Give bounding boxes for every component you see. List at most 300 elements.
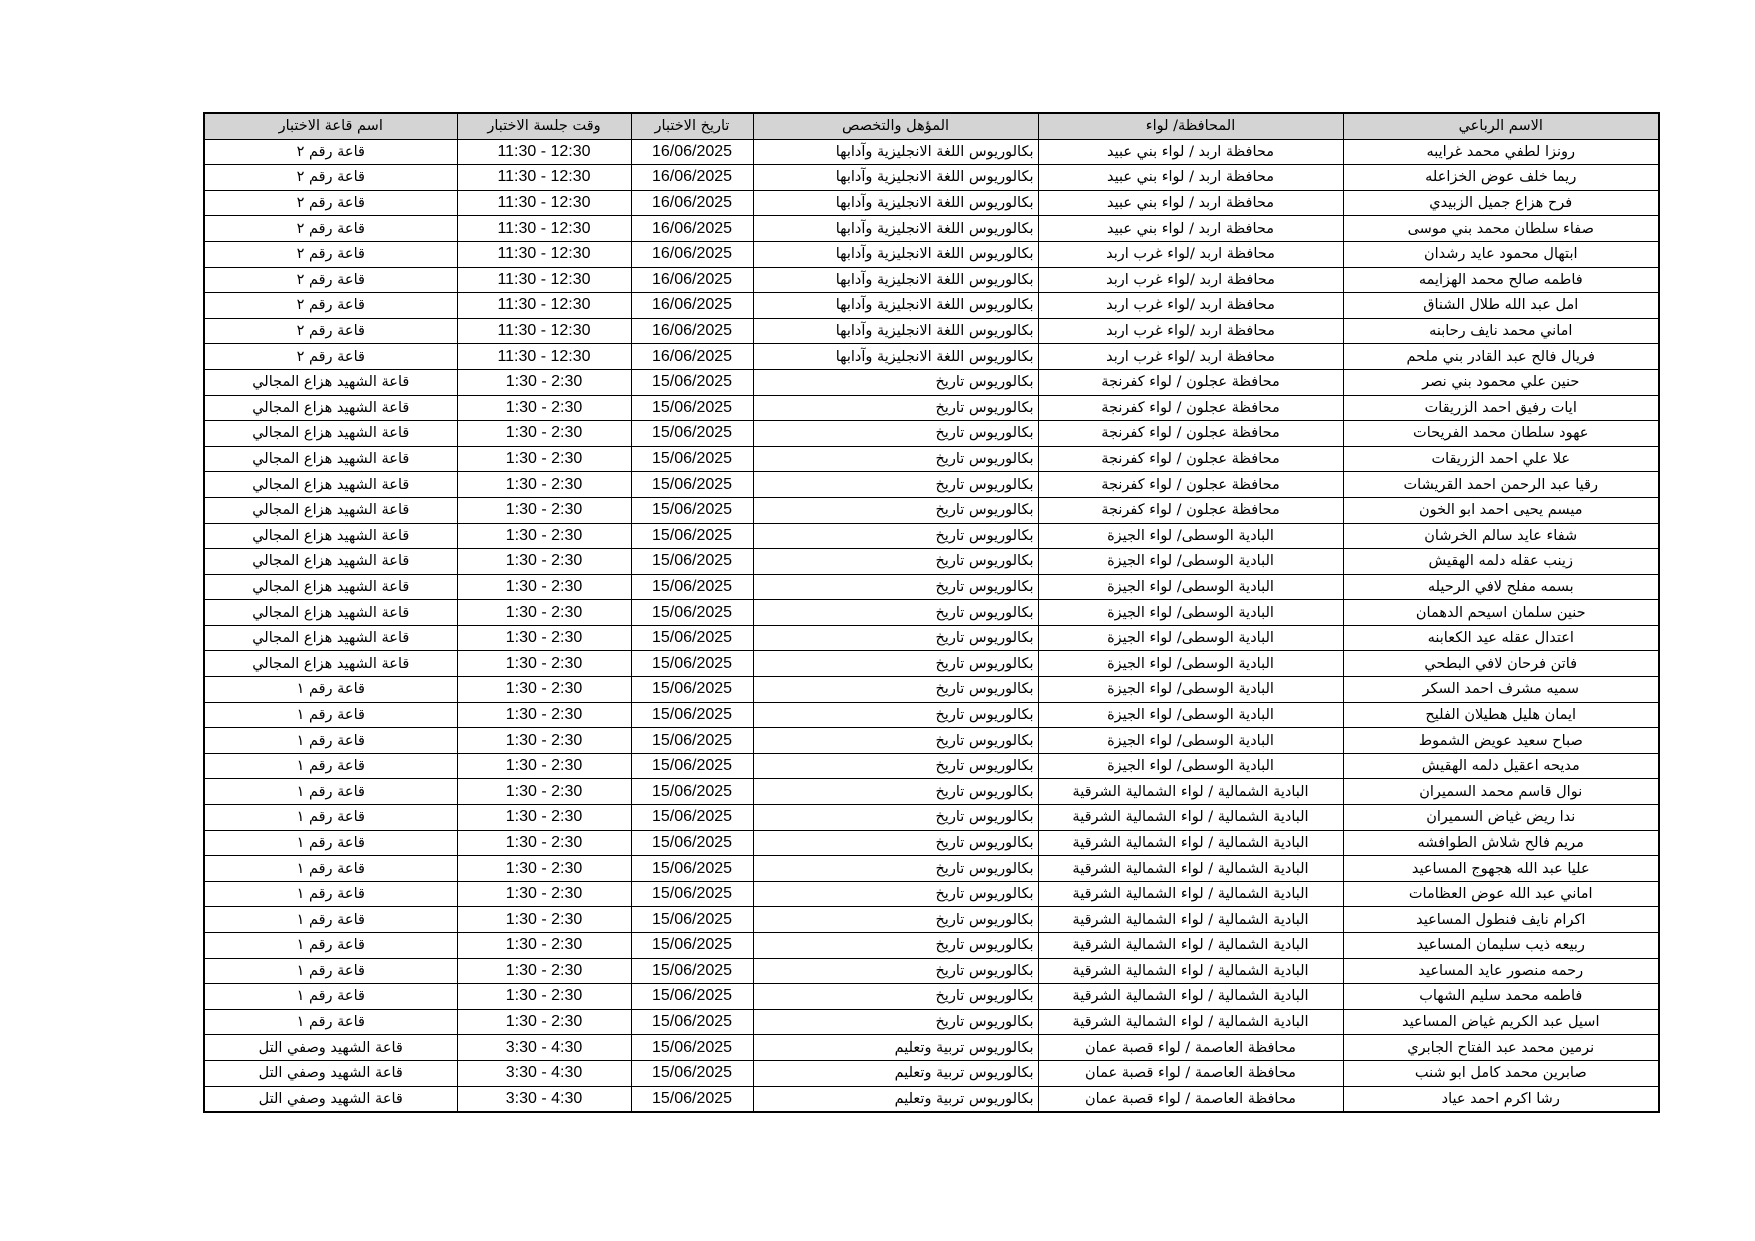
cell-exam-hall: قاعة رقم ١ [204,856,457,882]
cell-exam-time [457,1035,631,1061]
cell-exam-hall: قاعة رقم ٢ [204,293,457,319]
cell-full-name: فاطمه محمد سليم الشهاب [1343,984,1659,1010]
cell-full-name: فاطمه صالح محمد الهزايمه [1343,267,1659,293]
cell-governorate: محافظة اربد /لواء غرب اربد [1038,318,1343,344]
cell-full-name: زينب عقله دلمه الهقيش [1343,549,1659,575]
cell-governorate: البادية الشمالية / لواء الشمالية الشرقية [1038,907,1343,933]
cell-full-name: ايمان هليل هطيلان الفليح [1343,702,1659,728]
cell-governorate: محافظة اربد / لواء بني عبيد [1038,216,1343,242]
cell-qualification: بكالوريوس اللغة الانجليزية وآدابها [753,165,1038,191]
cell-exam-time [457,139,631,165]
cell-qualification: بكالوريوس تاريخ [753,523,1038,549]
cell-exam-date: 15/06/2025 [631,497,753,523]
cell-exam-hall: قاعة رقم ٢ [204,267,457,293]
cell-exam-time [457,369,631,395]
cell-exam-hall: قاعة رقم ١ [204,779,457,805]
cell-qualification: بكالوريوس تاريخ [753,830,1038,856]
cell-exam-hall: قاعة رقم ٢ [204,241,457,267]
cell-full-name: ميسم يحيى احمد ابو الخون [1343,497,1659,523]
cell-governorate: محافظة اربد / لواء بني عبيد [1038,165,1343,191]
table-row [204,984,1659,1010]
exam-time-text: 1:30 - 2:30 [505,680,583,698]
cell-exam-date: 15/06/2025 [631,1086,753,1112]
exam-time-text: 3:30 - 4:30 [505,1064,583,1082]
cell-governorate: البادية الوسطى/ لواء الجيزة [1038,677,1343,703]
table-row [204,625,1659,651]
exam-time-text: 11:30 - 12:30 [497,194,591,212]
table-row [204,165,1659,191]
cell-qualification: بكالوريوس اللغة الانجليزية وآدابها [753,216,1038,242]
cell-qualification: بكالوريوس تاريخ [753,958,1038,984]
exam-time-text: 1:30 - 2:30 [505,885,583,903]
table-row [204,1086,1659,1112]
cell-exam-hall: قاعة الشهيد هزاع المجالي [204,421,457,447]
cell-governorate: محافظة عجلون / لواء كفرنجة [1038,497,1343,523]
cell-qualification: بكالوريوس اللغة الانجليزية وآدابها [753,318,1038,344]
cell-exam-date: 16/06/2025 [631,344,753,370]
cell-exam-time [457,600,631,626]
exam-time-text: 3:30 - 4:30 [505,1089,583,1107]
cell-governorate: البادية الوسطى/ لواء الجيزة [1038,651,1343,677]
cell-full-name: حنين علي محمود بني نصر [1343,369,1659,395]
cell-qualification: بكالوريوس تاريخ [753,728,1038,754]
table-row [204,779,1659,805]
cell-qualification: بكالوريوس تاريخ [753,984,1038,1010]
column-header-qualification: المؤهل والتخصص [753,113,1038,139]
cell-qualification: بكالوريوس اللغة الانجليزية وآدابها [753,293,1038,319]
cell-full-name: رونزا لطفي محمد غرايبه [1343,139,1659,165]
cell-governorate: محافظة اربد /لواء غرب اربد [1038,293,1343,319]
table-row [204,830,1659,856]
exam-time-text: 11:30 - 12:30 [497,270,591,288]
table-row [204,753,1659,779]
table-row [204,241,1659,267]
cell-full-name: اكرام نايف فنطول المساعيد [1343,907,1659,933]
cell-exam-time [457,523,631,549]
cell-qualification: بكالوريوس تاريخ [753,472,1038,498]
cell-exam-date: 15/06/2025 [631,369,753,395]
cell-full-name: فاتن فرحان لافي البطحي [1343,651,1659,677]
cell-exam-time [457,1009,631,1035]
exam-time-text: 1:30 - 2:30 [505,936,583,954]
exam-time-text: 1:30 - 2:30 [505,603,583,621]
exam-time-text: 1:30 - 2:30 [505,654,583,672]
cell-full-name: رشا اكرم احمد عياد [1343,1086,1659,1112]
table-row [204,805,1659,831]
cell-qualification: بكالوريوس تاريخ [753,753,1038,779]
exam-time-text: 1:30 - 2:30 [505,552,583,570]
cell-exam-date: 15/06/2025 [631,1035,753,1061]
cell-governorate: محافظة اربد / لواء بني عبيد [1038,139,1343,165]
table-row [204,344,1659,370]
cell-exam-date: 15/06/2025 [631,728,753,754]
table-row [204,549,1659,575]
cell-full-name: اعتدال عقله عيد الكعابنه [1343,625,1659,651]
cell-exam-time [457,421,631,447]
cell-governorate: محافظة عجلون / لواء كفرنجة [1038,369,1343,395]
cell-exam-hall: قاعة رقم ٢ [204,139,457,165]
table-row [204,958,1659,984]
cell-exam-hall: قاعة الشهيد هزاع المجالي [204,625,457,651]
cell-exam-date: 16/06/2025 [631,318,753,344]
cell-exam-time [457,856,631,882]
cell-full-name: اماني محمد نايف رحابنه [1343,318,1659,344]
cell-exam-hall: قاعة الشهيد هزاع المجالي [204,369,457,395]
column-header-time: وقت جلسة الاختبار [457,113,631,139]
cell-exam-hall: قاعة رقم ١ [204,753,457,779]
cell-exam-time [457,1086,631,1112]
cell-full-name: اماني عبد الله عوض العظامات [1343,881,1659,907]
cell-governorate: البادية الشمالية / لواء الشمالية الشرقية [1038,805,1343,831]
exam-time-text: 1:30 - 2:30 [505,501,583,519]
cell-qualification: بكالوريوس تاريخ [753,421,1038,447]
cell-exam-hall: قاعة الشهيد هزاع المجالي [204,446,457,472]
exam-time-text: 1:30 - 2:30 [505,705,583,723]
table-row [204,1035,1659,1061]
cell-exam-hall: قاعة الشهيد هزاع المجالي [204,523,457,549]
table-row [204,574,1659,600]
table-row [204,1009,1659,1035]
cell-exam-date: 15/06/2025 [631,651,753,677]
cell-exam-hall: قاعة الشهيد هزاع المجالي [204,549,457,575]
cell-exam-date: 16/06/2025 [631,216,753,242]
cell-full-name: ريما خلف عوض الخزاعله [1343,165,1659,191]
cell-qualification: بكالوريوس اللغة الانجليزية وآدابها [753,241,1038,267]
cell-exam-date: 15/06/2025 [631,446,753,472]
cell-exam-time [457,267,631,293]
cell-exam-time [457,651,631,677]
cell-qualification: بكالوريوس تاريخ [753,856,1038,882]
cell-qualification: بكالوريوس تاريخ [753,549,1038,575]
cell-exam-hall: قاعة الشهيد وصفي التل [204,1060,457,1086]
cell-qualification: بكالوريوس تاريخ [753,497,1038,523]
cell-exam-date: 16/06/2025 [631,267,753,293]
column-header-name: الاسم الرباعي [1343,113,1659,139]
cell-exam-date: 15/06/2025 [631,472,753,498]
cell-qualification: بكالوريوس تاريخ [753,651,1038,677]
cell-exam-date: 15/06/2025 [631,574,753,600]
exam-time-text: 1:30 - 2:30 [505,1013,583,1031]
exam-time-text: 1:30 - 2:30 [505,450,583,468]
cell-exam-hall: قاعة رقم ٢ [204,190,457,216]
cell-governorate: البادية الشمالية / لواء الشمالية الشرقية [1038,933,1343,959]
cell-governorate: البادية الوسطى/ لواء الجيزة [1038,523,1343,549]
cell-exam-hall: قاعة رقم ١ [204,933,457,959]
cell-qualification: بكالوريوس اللغة الانجليزية وآدابها [753,139,1038,165]
cell-exam-time [457,933,631,959]
cell-governorate: محافظة عجلون / لواء كفرنجة [1038,395,1343,421]
column-header-date: تاريخ الاختبار [631,113,753,139]
cell-governorate: محافظة العاصمة / لواء قصبة عمان [1038,1035,1343,1061]
cell-exam-date: 15/06/2025 [631,779,753,805]
cell-exam-date: 15/06/2025 [631,625,753,651]
exam-time-text: 1:30 - 2:30 [505,526,583,544]
cell-full-name: رحمه منصور عايد المساعيد [1343,958,1659,984]
cell-exam-hall: قاعة الشهيد هزاع المجالي [204,472,457,498]
cell-exam-date: 15/06/2025 [631,702,753,728]
cell-full-name: عليا عبد الله هجهوج المساعيد [1343,856,1659,882]
exam-time-text: 3:30 - 4:30 [505,1038,583,1056]
cell-governorate: البادية الشمالية / لواء الشمالية الشرقية [1038,984,1343,1010]
exam-time-text: 11:30 - 12:30 [497,347,591,365]
cell-qualification: بكالوريوس اللغة الانجليزية وآدابها [753,267,1038,293]
cell-exam-date: 15/06/2025 [631,753,753,779]
exam-time-text: 1:30 - 2:30 [505,424,583,442]
column-header-hall: اسم قاعة الاختبار [204,113,457,139]
exam-schedule-table [203,112,1660,1113]
cell-exam-date: 16/06/2025 [631,165,753,191]
table-body [204,139,1659,1112]
cell-exam-time [457,318,631,344]
cell-governorate: محافظة اربد / لواء بني عبيد [1038,190,1343,216]
cell-exam-hall: قاعة الشهيد هزاع المجالي [204,497,457,523]
cell-qualification: بكالوريوس تاريخ [753,625,1038,651]
cell-exam-hall: قاعة رقم ٢ [204,318,457,344]
cell-exam-hall: قاعة رقم ١ [204,907,457,933]
exam-time-text: 1:30 - 2:30 [505,859,583,877]
cell-exam-date: 15/06/2025 [631,600,753,626]
cell-qualification: بكالوريوس تاريخ [753,677,1038,703]
cell-exam-time [457,190,631,216]
table-row [204,702,1659,728]
cell-qualification: بكالوريوس تاريخ [753,907,1038,933]
cell-exam-time [457,702,631,728]
cell-exam-hall: قاعة رقم ١ [204,958,457,984]
cell-exam-date: 16/06/2025 [631,293,753,319]
cell-exam-date: 15/06/2025 [631,958,753,984]
cell-full-name: ابتهال محمود عايد رشدان [1343,241,1659,267]
cell-governorate: البادية الشمالية / لواء الشمالية الشرقية [1038,881,1343,907]
cell-exam-date: 15/06/2025 [631,549,753,575]
exam-time-text: 1:30 - 2:30 [505,757,583,775]
table-row [204,369,1659,395]
table-row [204,139,1659,165]
cell-exam-date: 15/06/2025 [631,1009,753,1035]
cell-full-name: فرح هزاع جميل الزبيدي [1343,190,1659,216]
cell-exam-hall: قاعة رقم ٢ [204,165,457,191]
cell-governorate: البادية الشمالية / لواء الشمالية الشرقية [1038,856,1343,882]
cell-qualification: بكالوريوس تاريخ [753,805,1038,831]
cell-exam-time [457,677,631,703]
cell-exam-date: 15/06/2025 [631,421,753,447]
cell-full-name: علا علي احمد الزريقات [1343,446,1659,472]
exam-time-text: 1:30 - 2:30 [505,731,583,749]
cell-qualification: بكالوريوس تاريخ [753,881,1038,907]
exam-time-text: 1:30 - 2:30 [505,910,583,928]
exam-time-text: 11:30 - 12:30 [497,168,591,186]
cell-full-name: مديحه اعقيل دلمه الهقيش [1343,753,1659,779]
cell-governorate: البادية الشمالية / لواء الشمالية الشرقية [1038,830,1343,856]
cell-exam-date: 15/06/2025 [631,1060,753,1086]
cell-exam-hall: قاعة رقم ٢ [204,216,457,242]
cell-exam-time [457,881,631,907]
cell-qualification: بكالوريوس تاريخ [753,446,1038,472]
cell-full-name: ربيعه ذيب سليمان المساعيد [1343,933,1659,959]
cell-exam-time [457,216,631,242]
cell-full-name: نوال قاسم محمد السميران [1343,779,1659,805]
cell-governorate: البادية الوسطى/ لواء الجيزة [1038,702,1343,728]
cell-exam-time [457,395,631,421]
cell-qualification: بكالوريوس اللغة الانجليزية وآدابها [753,344,1038,370]
cell-exam-time [457,165,631,191]
table-row [204,293,1659,319]
cell-governorate: محافظة اربد /لواء غرب اربد [1038,241,1343,267]
exam-time-text: 1:30 - 2:30 [505,833,583,851]
cell-qualification: بكالوريوس تاريخ [753,600,1038,626]
table-row [204,907,1659,933]
table-row [204,395,1659,421]
exam-time-text: 11:30 - 12:30 [497,142,591,160]
cell-governorate: محافظة العاصمة / لواء قصبة عمان [1038,1060,1343,1086]
cell-governorate: البادية الشمالية / لواء الشمالية الشرقية [1038,958,1343,984]
cell-governorate: محافظة عجلون / لواء كفرنجة [1038,421,1343,447]
cell-qualification: بكالوريوس تربية وتعليم [753,1060,1038,1086]
cell-exam-hall: قاعة الشهيد وصفي التل [204,1035,457,1061]
cell-governorate: البادية الشمالية / لواء الشمالية الشرقية [1038,1009,1343,1035]
exam-time-text: 1:30 - 2:30 [505,808,583,826]
table-row [204,472,1659,498]
cell-full-name: حنين سلمان اسيحم الدهمان [1343,600,1659,626]
cell-exam-time [457,907,631,933]
cell-full-name: امل عبد الله طلال الشناق [1343,293,1659,319]
cell-governorate: البادية الشمالية / لواء الشمالية الشرقية [1038,779,1343,805]
table-row [204,881,1659,907]
cell-exam-time [457,497,631,523]
column-header-governorate: المحافظة/ لواء [1038,113,1343,139]
cell-exam-time [457,293,631,319]
cell-exam-date: 15/06/2025 [631,881,753,907]
cell-exam-date: 15/06/2025 [631,677,753,703]
cell-full-name: رقيا عبد الرحمن احمد القريشات [1343,472,1659,498]
table-row [204,190,1659,216]
cell-full-name: صباح سعيد عويض الشموط [1343,728,1659,754]
cell-exam-hall: قاعة رقم ١ [204,984,457,1010]
cell-qualification: بكالوريوس تاريخ [753,933,1038,959]
cell-full-name: عهود سلطان محمد الفريحات [1343,421,1659,447]
cell-exam-date: 15/06/2025 [631,984,753,1010]
cell-exam-hall: قاعة رقم ١ [204,677,457,703]
cell-exam-hall: قاعة رقم ١ [204,1009,457,1035]
cell-exam-hall: قاعة رقم ١ [204,881,457,907]
cell-exam-time [457,472,631,498]
cell-governorate: البادية الوسطى/ لواء الجيزة [1038,600,1343,626]
exam-time-text: 11:30 - 12:30 [497,245,591,263]
cell-exam-hall: قاعة الشهيد هزاع المجالي [204,651,457,677]
table-row [204,216,1659,242]
table-row [204,523,1659,549]
cell-governorate: البادية الوسطى/ لواء الجيزة [1038,549,1343,575]
exam-time-text: 1:30 - 2:30 [505,577,583,595]
cell-exam-time [457,574,631,600]
table-row [204,728,1659,754]
cell-exam-date: 16/06/2025 [631,241,753,267]
cell-exam-time [457,344,631,370]
exam-time-text: 11:30 - 12:30 [497,322,591,340]
cell-qualification: بكالوريوس تاريخ [753,702,1038,728]
cell-full-name: نرمين محمد عبد الفتاح الجابري [1343,1035,1659,1061]
cell-full-name: صابرين محمد كامل ابو شنب [1343,1060,1659,1086]
cell-exam-date: 15/06/2025 [631,856,753,882]
cell-qualification: بكالوريوس تاريخ [753,574,1038,600]
cell-qualification: بكالوريوس اللغة الانجليزية وآدابها [753,190,1038,216]
header-row [204,113,1659,139]
cell-qualification: بكالوريوس تاريخ [753,779,1038,805]
cell-exam-time [457,805,631,831]
cell-exam-date: 15/06/2025 [631,933,753,959]
cell-governorate: محافظة اربد /لواء غرب اربد [1038,267,1343,293]
table-row [204,421,1659,447]
table-row [204,1060,1659,1086]
table-row [204,600,1659,626]
cell-exam-time [457,753,631,779]
table-row [204,446,1659,472]
cell-full-name: صفاء سلطان محمد بني موسى [1343,216,1659,242]
exam-time-text: 1:30 - 2:30 [505,782,583,800]
cell-governorate: محافظة العاصمة / لواء قصبة عمان [1038,1086,1343,1112]
cell-governorate: البادية الوسطى/ لواء الجيزة [1038,728,1343,754]
table-row [204,651,1659,677]
exam-time-text: 1:30 - 2:30 [505,373,583,391]
cell-governorate: البادية الوسطى/ لواء الجيزة [1038,574,1343,600]
cell-full-name: بسمه مفلح لافي الرحيله [1343,574,1659,600]
cell-exam-time [457,446,631,472]
cell-exam-hall: قاعة الشهيد هزاع المجالي [204,600,457,626]
cell-exam-hall: قاعة الشهيد هزاع المجالي [204,395,457,421]
exam-time-text: 1:30 - 2:30 [505,961,583,979]
cell-governorate: محافظة عجلون / لواء كفرنجة [1038,446,1343,472]
table-row [204,497,1659,523]
table-header [204,113,1659,139]
cell-qualification: بكالوريوس تاريخ [753,1009,1038,1035]
cell-exam-time [457,625,631,651]
cell-exam-hall: قاعة رقم ١ [204,728,457,754]
cell-exam-date: 15/06/2025 [631,830,753,856]
cell-governorate: البادية الوسطى/ لواء الجيزة [1038,625,1343,651]
cell-exam-date: 15/06/2025 [631,907,753,933]
exam-time-text: 1:30 - 2:30 [505,475,583,493]
table-row [204,267,1659,293]
cell-exam-time [457,1060,631,1086]
cell-exam-time [457,958,631,984]
cell-exam-hall: قاعة رقم ١ [204,830,457,856]
cell-full-name: ايات رفيق احمد الزريقات [1343,395,1659,421]
cell-governorate: محافظة عجلون / لواء كفرنجة [1038,472,1343,498]
cell-exam-time [457,549,631,575]
cell-exam-hall: قاعة الشهيد هزاع المجالي [204,574,457,600]
table-row [204,856,1659,882]
exam-time-text: 11:30 - 12:30 [497,219,591,237]
cell-exam-date: 15/06/2025 [631,523,753,549]
cell-exam-date: 16/06/2025 [631,190,753,216]
cell-exam-time [457,241,631,267]
exam-time-text: 1:30 - 2:30 [505,629,583,647]
exam-time-text: 1:30 - 2:30 [505,987,583,1005]
table-row [204,677,1659,703]
cell-exam-hall: قاعة رقم ٢ [204,344,457,370]
cell-exam-time [457,728,631,754]
exam-time-text: 11:30 - 12:30 [497,296,591,314]
cell-governorate: البادية الوسطى/ لواء الجيزة [1038,753,1343,779]
table-row [204,933,1659,959]
cell-exam-date: 15/06/2025 [631,805,753,831]
cell-exam-hall: قاعة رقم ١ [204,805,457,831]
cell-exam-time [457,779,631,805]
exam-time-text: 1:30 - 2:30 [505,398,583,416]
cell-full-name: اسيل عبد الكريم غياض المساعيد [1343,1009,1659,1035]
cell-qualification: بكالوريوس تاريخ [753,369,1038,395]
cell-exam-date: 16/06/2025 [631,139,753,165]
cell-qualification: بكالوريوس تربية وتعليم [753,1086,1038,1112]
